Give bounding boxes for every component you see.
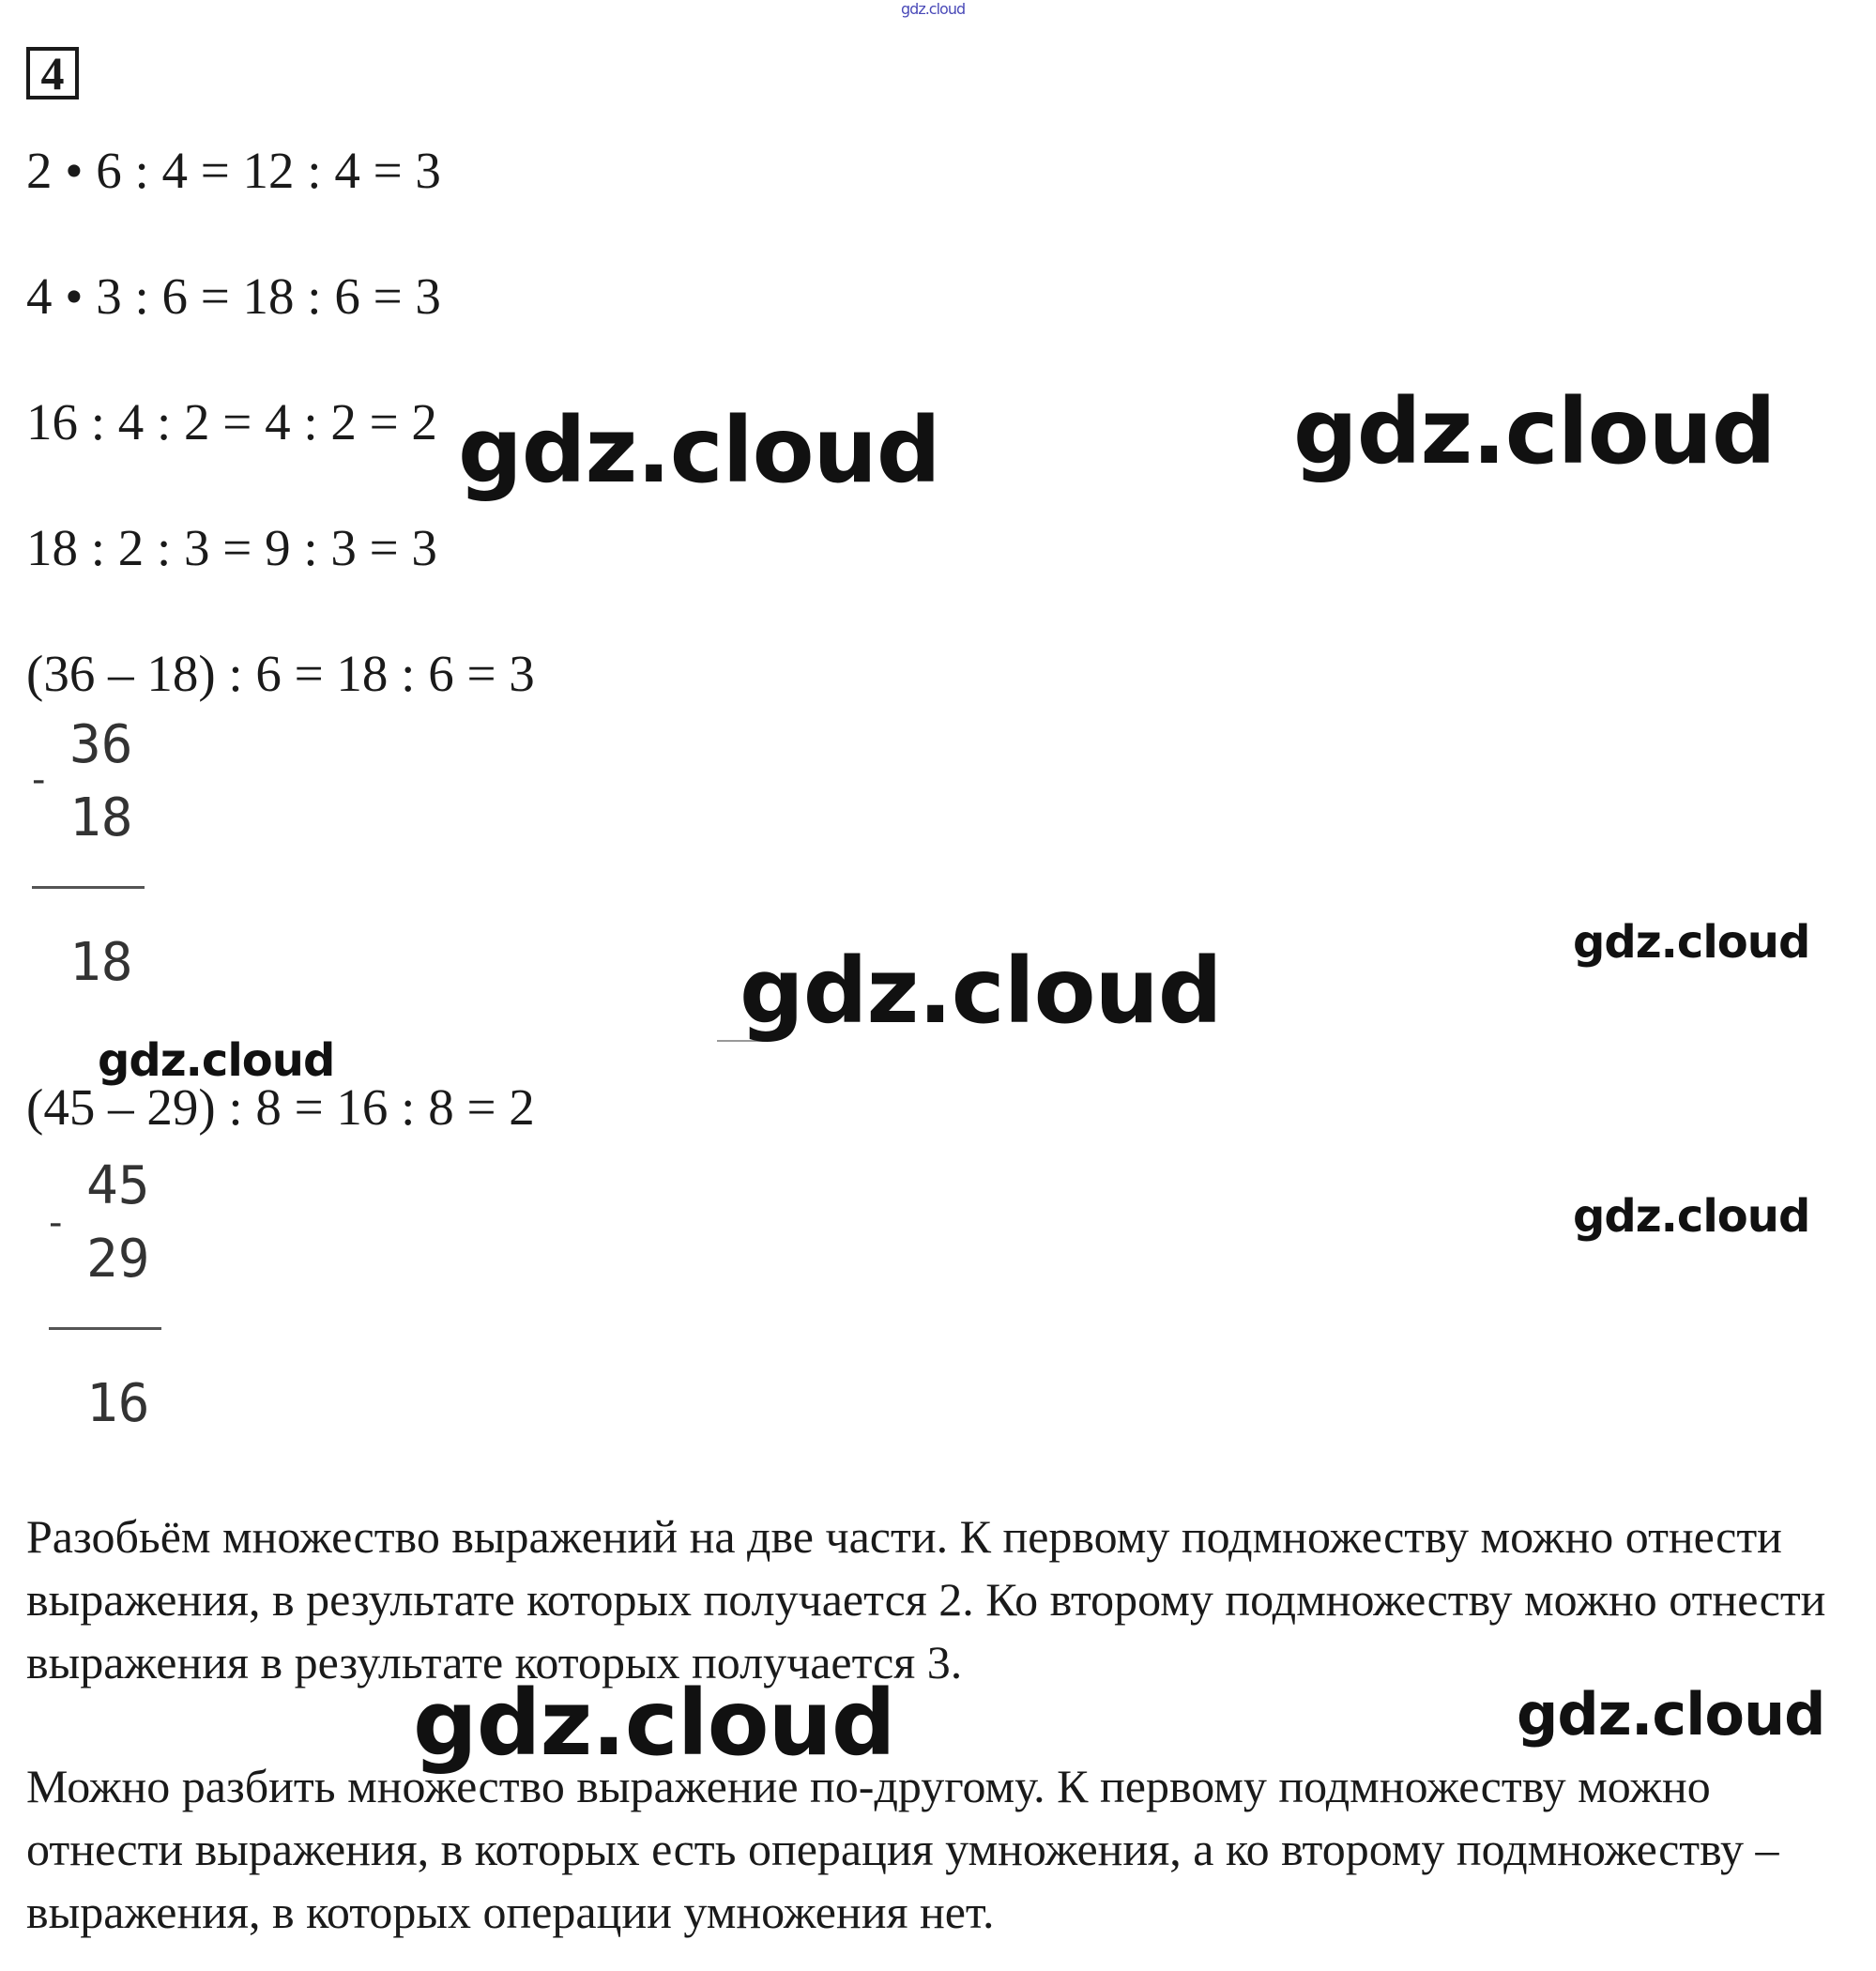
- minus-sign: -: [49, 1201, 63, 1245]
- minus-sign: -: [32, 758, 46, 802]
- paragraph-1: Разобьём множество выражений на две части. К первому подмножеству можно отнести выражения, в результате которых получается 2. Ко второму подмножеству можно отнести выражения в результате которых получается 3.: [26, 1510, 1826, 1688]
- paragraph-2: Можно разбить множество выражение по-другому. К первому подмножеству можно отнести выражения, в которых есть операция умножения, а ко второму подмножеству – выражения, в которых операции умножения нет.: [26, 1760, 1779, 1938]
- watermark-top: gdz.cloud: [901, 0, 966, 18]
- watermark-medium: gdz.cloud: [1573, 1190, 1810, 1243]
- watermark-large: gdz.cloud: [458, 398, 940, 503]
- minuend: 45: [86, 1155, 150, 1216]
- expression-2: 4 • 3 : 6 = 18 : 6 = 3: [26, 267, 441, 325]
- difference: 16: [86, 1373, 150, 1434]
- expression-5: (36 – 18) : 6 = 18 : 6 = 3: [26, 645, 535, 702]
- watermark-large: gdz.cloud: [1293, 379, 1776, 484]
- watermark-medium: gdz.cloud: [1517, 1680, 1825, 1749]
- minuend: 36: [69, 714, 133, 775]
- watermark-large: gdz.cloud: [740, 939, 1222, 1044]
- watermark-medium: gdz.cloud: [98, 1034, 335, 1087]
- difference: 18: [69, 932, 133, 993]
- expression-3: 16 : 4 : 2 = 4 : 2 = 2: [26, 393, 437, 451]
- expression-1: 2 • 6 : 4 = 12 : 4 = 3: [26, 142, 441, 199]
- subtrahend: 18: [69, 787, 133, 848]
- subtraction-rule: [32, 886, 145, 889]
- watermark-large: gdz.cloud: [413, 1671, 895, 1776]
- watermark-medium: gdz.cloud: [1573, 916, 1810, 969]
- expression-4: 18 : 2 : 3 = 9 : 3 = 3: [26, 519, 437, 576]
- subtraction-rule: [49, 1327, 161, 1330]
- task-number-box: 4: [26, 47, 79, 99]
- subtrahend: 29: [86, 1229, 150, 1290]
- expression-6: (45 – 29) : 8 = 16 : 8 = 2: [26, 1078, 535, 1136]
